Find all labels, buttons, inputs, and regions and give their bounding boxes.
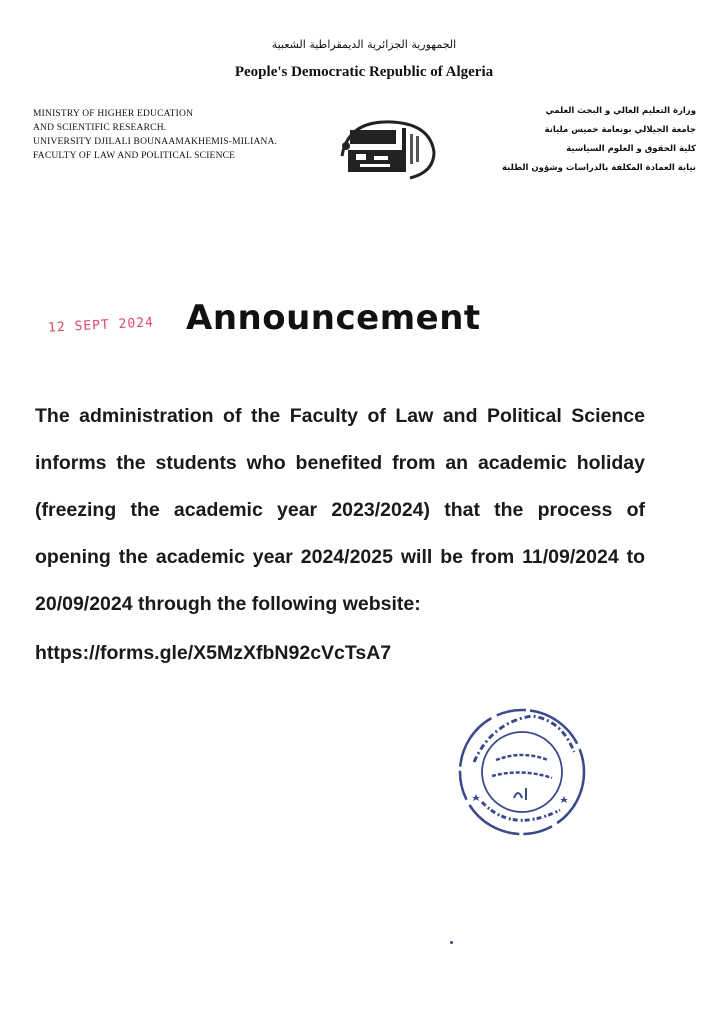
header-line: UNIVERSITY DJILALI BOUNAAMAKHEMIS-MILIANA.: [33, 137, 278, 147]
speck-decoration: [450, 941, 453, 944]
header-line: AND SCIENTIFIC RESEARCH.: [33, 123, 167, 133]
university-logo-icon: [330, 116, 440, 182]
page-title: Announcement: [186, 298, 481, 338]
header-line: MINISTRY OF HIGHER EDUCATION: [33, 109, 194, 119]
header-line: نيابة العمادة المكلفة بالدراسات وشؤون الطلبة: [501, 163, 696, 173]
header-line: وزارة التعليم العالي و البحث العلمي: [545, 106, 696, 116]
announcement-body: The administration of the Faculty of Law and Political Science informs the students who benefited from an academic holiday (freezing the academic year 2023/2024) that the process of opening the academic year 2024/2025 will be from 11/09/2024 to 20/09/2024 through the following website:: [35, 405, 645, 615]
arabic-republic-title: الجمهورية الجزائرية الديمقراطية الشعبية: [271, 38, 457, 51]
header-line: كلية الحقوق و العلوم السياسية: [566, 144, 696, 154]
faculty-seal-icon: [452, 702, 592, 842]
institution-header-en: [33, 107, 323, 163]
country-title: People's Democratic Republic of Algeria: [234, 64, 494, 80]
header-line: FACULTY OF LAW AND POLITICAL SCIENCE: [33, 151, 236, 161]
form-link[interactable]: https://forms.gle/X5MzXfbN92cVcTsA7: [35, 642, 392, 664]
header-line: جامعة الجيلالي بونعامة خميس مليانة: [544, 125, 696, 135]
institution-header-ar: [436, 102, 696, 178]
date-stamp: 12 SEPT 2024: [47, 315, 155, 336]
